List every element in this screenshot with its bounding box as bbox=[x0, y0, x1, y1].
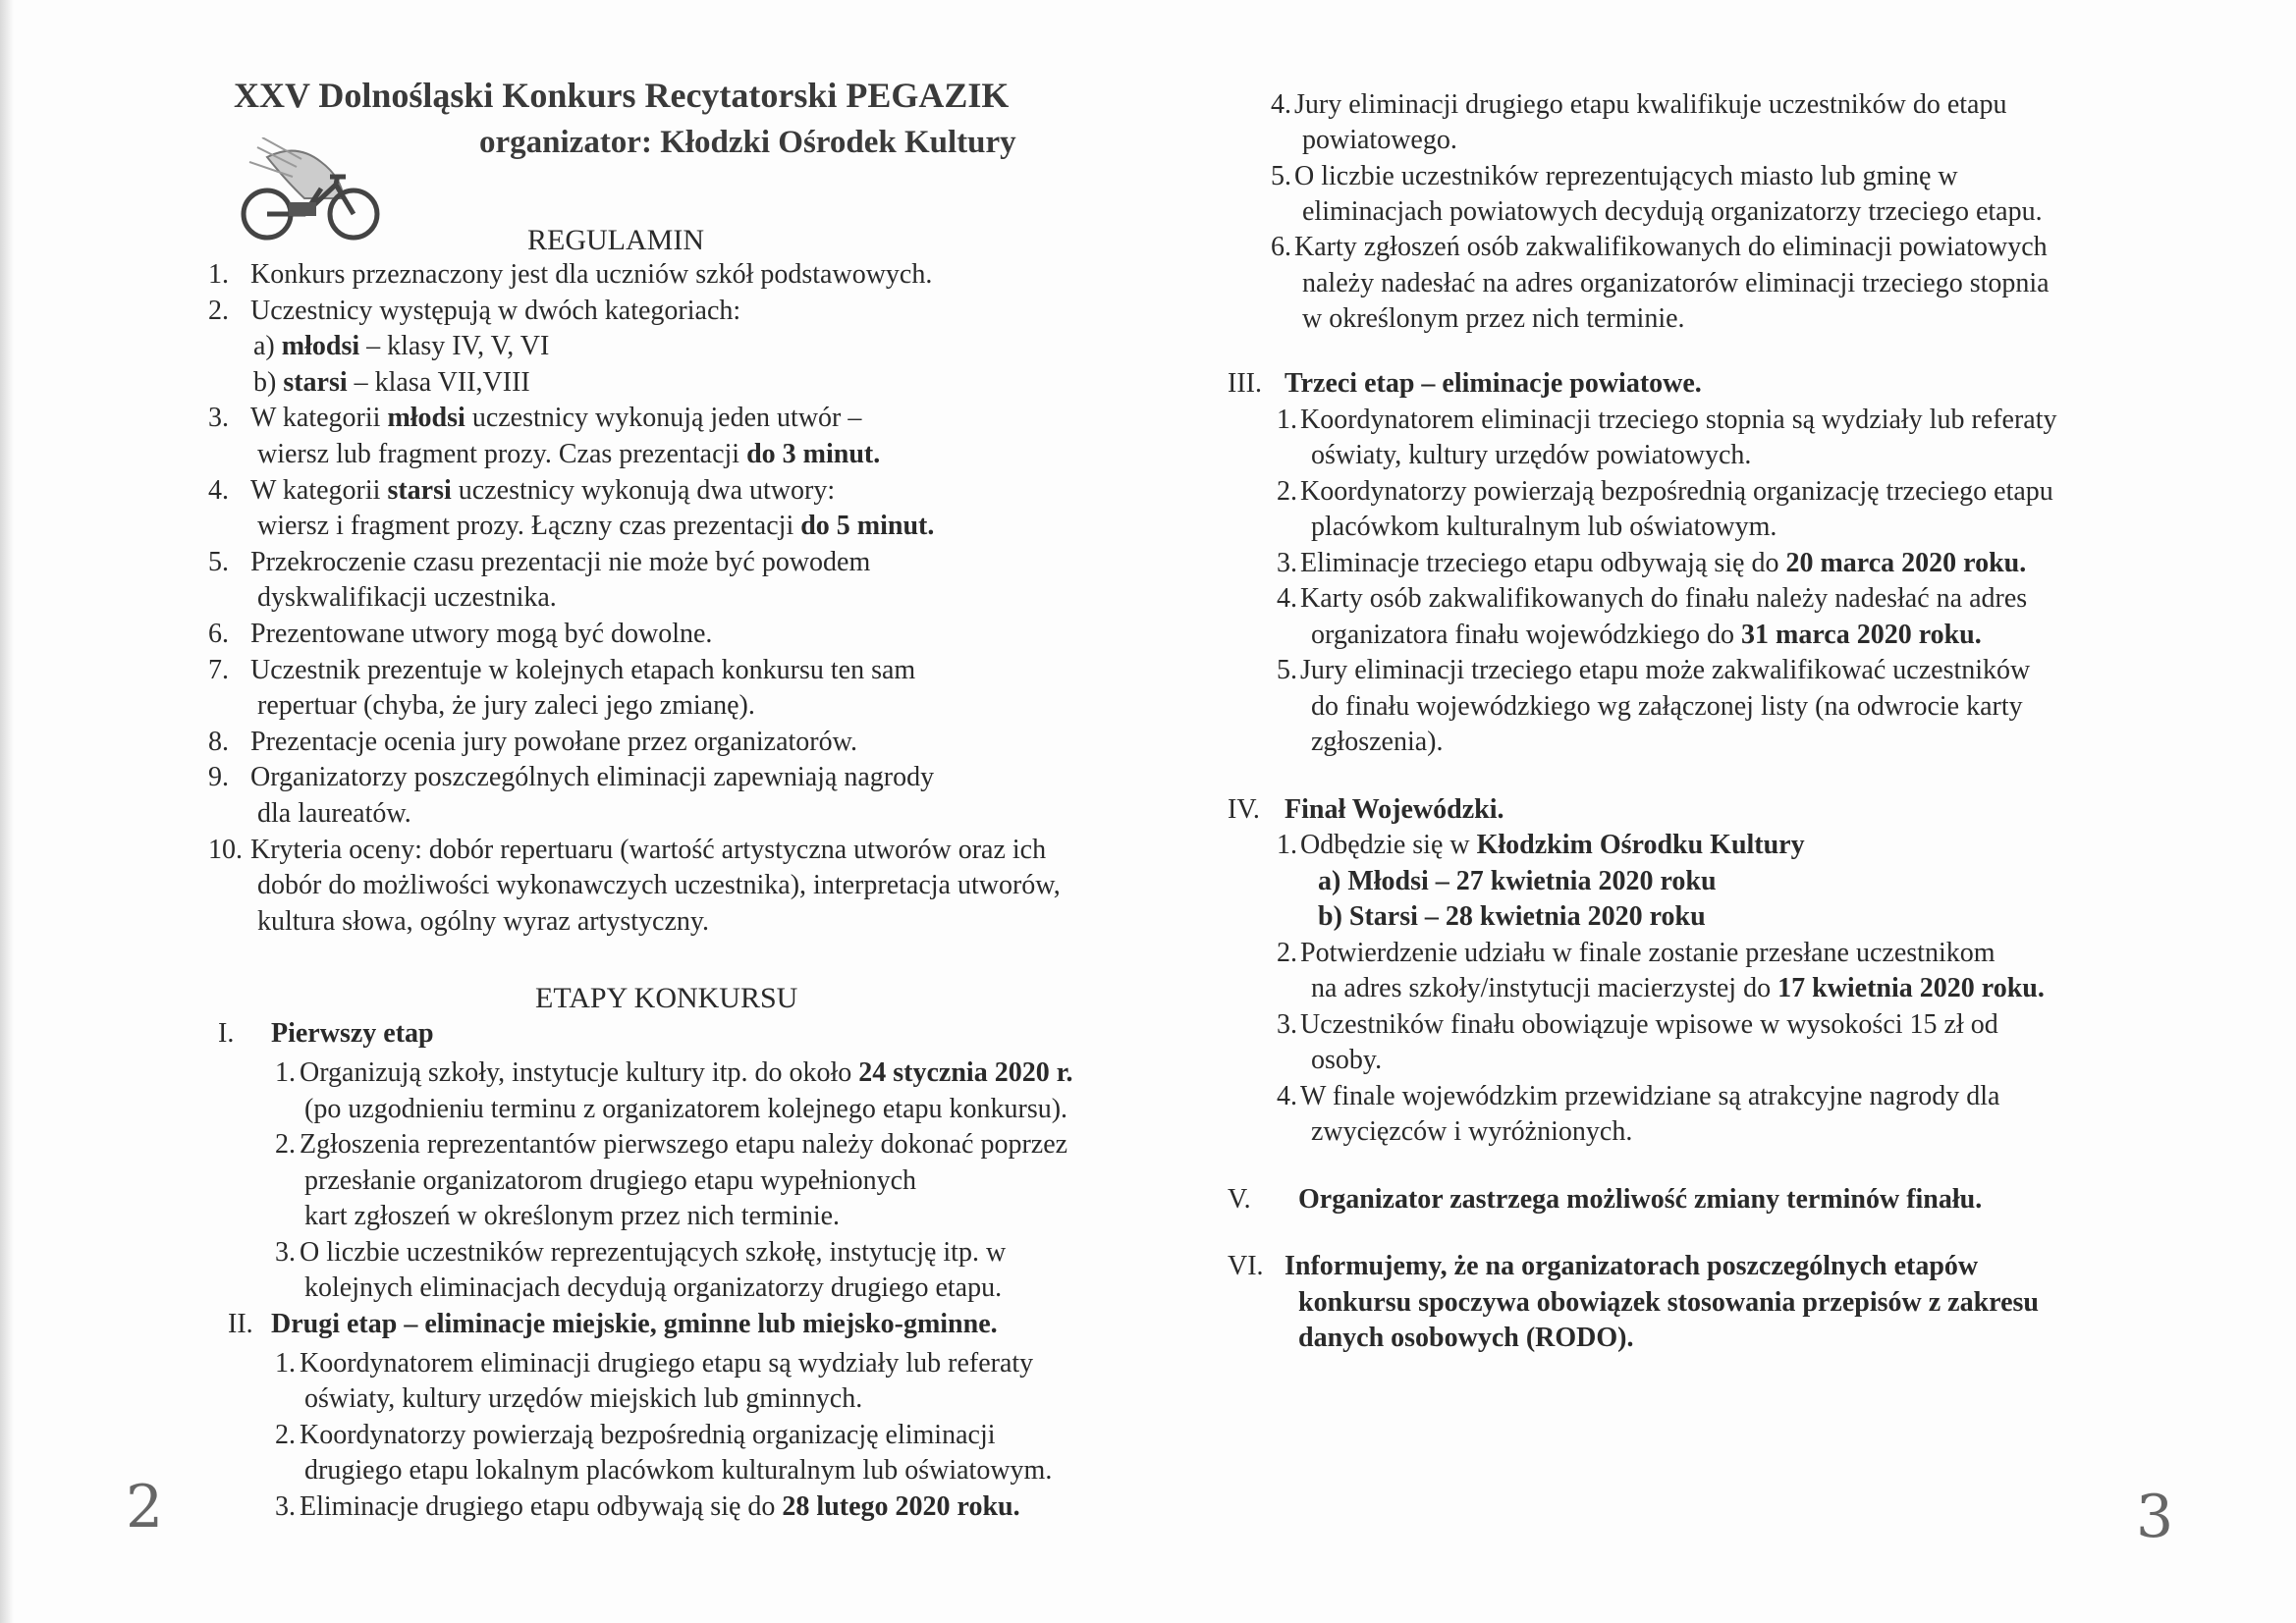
stage-item-line bbox=[1311, 690, 2023, 724]
stage-item-number: 4. bbox=[1277, 583, 1297, 615]
text-span: – klasy IV, V, VI bbox=[359, 331, 550, 362]
stage-item-line bbox=[1311, 619, 1982, 652]
rule-line bbox=[257, 905, 709, 939]
text-span: kolejnych eliminacjach decydują organizatorzy drugiego etapu. bbox=[304, 1272, 1003, 1303]
stage-item-line bbox=[304, 1093, 1067, 1126]
rule-number: 5. bbox=[208, 546, 229, 577]
stage-number: IV. bbox=[1228, 793, 1260, 825]
text-span: O liczbie uczestników reprezentujących szkołę, instytucję itp. w bbox=[300, 1236, 1007, 1268]
text-span: dyskwalifikacji uczestnika. bbox=[257, 582, 557, 614]
rule-line bbox=[250, 726, 857, 759]
stage-item-line bbox=[1311, 726, 1444, 759]
text-span: W kategorii bbox=[250, 403, 388, 434]
stage-item-line bbox=[1300, 1080, 1999, 1113]
stage-item-line bbox=[1318, 865, 1717, 898]
text-span: uczestnicy wykonują dwa utwory: bbox=[451, 474, 836, 506]
text-span: Potwierdzenie udziału w finale zostanie przesłane uczestnikom bbox=[1300, 937, 1995, 968]
stage-item-line bbox=[300, 1056, 1073, 1090]
rule-line bbox=[250, 654, 915, 687]
stage-item-number: 2. bbox=[1277, 475, 1297, 507]
stage-item-line bbox=[304, 1200, 840, 1233]
stage-item-number: 1. bbox=[275, 1347, 296, 1379]
text-span: młodsi bbox=[281, 331, 360, 362]
stage-item-line bbox=[1318, 900, 1706, 934]
text-span: W kategorii bbox=[250, 474, 388, 506]
page-title: XXV Dolnośląski Konkurs Recytatorski PEGAZIK bbox=[234, 76, 1010, 115]
text-span: osoby. bbox=[1311, 1045, 1383, 1076]
stage-item-line bbox=[304, 1164, 916, 1198]
text-span: Uczestników finału obowiązuje wpisowe w wysokości 15 zł od bbox=[1300, 1008, 1998, 1040]
stage-item-number: 3. bbox=[275, 1236, 296, 1268]
rule-line bbox=[253, 366, 530, 400]
text-span: Prezentowane utwory mogą być dowolne. bbox=[250, 619, 713, 649]
text-span: eliminacjach powiatowych decydują organizatorzy trzeciego etapu. bbox=[1302, 195, 2043, 227]
rule-number: 8. bbox=[208, 726, 229, 757]
stage-number: III. bbox=[1228, 368, 1262, 400]
stage-item-number: 4. bbox=[1277, 1080, 1297, 1111]
stage-item-number: 2. bbox=[275, 1129, 296, 1160]
text-span: Organizują szkoły, instytucje kultury itp. do około bbox=[300, 1057, 859, 1088]
stage-item-number: 3. bbox=[275, 1490, 296, 1522]
page-number-right: 3 bbox=[2136, 1483, 2174, 1551]
stage-item-line bbox=[300, 1128, 1067, 1162]
text-span: a) Młodsi – 27 kwietnia 2020 roku bbox=[1318, 865, 1717, 896]
stage-title-cont: danych osobowych (RODO). bbox=[1298, 1323, 1634, 1354]
text-span: Eliminacje drugiego etapu odbywają się do bbox=[300, 1490, 783, 1522]
text-span: do finału wojewódzkiego wg załączonej listy (na odwrocie karty bbox=[1311, 690, 2023, 722]
text-span: kart zgłoszeń w określonym przez nich terminie. bbox=[304, 1201, 841, 1231]
text-span: powiatowego. bbox=[1302, 125, 1457, 156]
stage-item-number: 3. bbox=[1277, 1008, 1297, 1040]
stage-item-line bbox=[1300, 547, 2026, 580]
rule-number: 4. bbox=[208, 474, 229, 506]
stage-item-line bbox=[1300, 937, 1995, 970]
stage-item-line bbox=[1294, 231, 2048, 264]
rule-line bbox=[253, 330, 549, 363]
text-span: 20 marca 2020 roku. bbox=[1785, 547, 2027, 578]
text-span: Koordynatorem eliminacji drugiego etapu są wydziały lub referaty bbox=[300, 1347, 1034, 1379]
stage-item-line bbox=[1300, 475, 2053, 509]
text-span: repertuar (chyba, że jury zaleci jego zmianę). bbox=[257, 690, 755, 722]
text-span: Zgłoszenia reprezentantów pierwszego etapu należy dokonać poprzez bbox=[300, 1129, 1068, 1160]
stage-number: V. bbox=[1228, 1183, 1251, 1215]
stage-item-line bbox=[1294, 88, 2006, 122]
stage-title: Finał Wojewódzki. bbox=[1285, 793, 1504, 825]
scan-edge bbox=[0, 0, 14, 1623]
stage-item-number: 1. bbox=[1277, 830, 1297, 861]
stage-item-line bbox=[304, 1382, 862, 1416]
stage-title: Informujemy, że na organizatorach poszczególnych etapów bbox=[1285, 1251, 1979, 1282]
text-span: wiersz i fragment prozy. Łączny czas prezentacji bbox=[257, 511, 801, 542]
stage-item-line bbox=[300, 1490, 1020, 1524]
text-span: starsi bbox=[387, 474, 452, 506]
text-span: – klasa VII,VIII bbox=[347, 366, 530, 398]
text-span: (po uzgodnieniu terminu z organizatorem kolejnego etapu konkursu). bbox=[304, 1093, 1068, 1124]
rule-number: 3. bbox=[208, 403, 229, 434]
text-span: drugiego etapu lokalnym placówkom kulturalnym lub oświatowym. bbox=[304, 1455, 1053, 1486]
stage-item-line bbox=[1311, 1115, 1632, 1149]
text-span: a) bbox=[253, 331, 282, 362]
stage-item-line bbox=[1302, 124, 1457, 157]
stage-item-number: 3. bbox=[1277, 547, 1297, 578]
stage-item-line bbox=[1300, 1008, 1998, 1042]
text-span: starsi bbox=[283, 366, 348, 398]
regulamin-heading: REGULAMIN bbox=[527, 224, 704, 256]
stage-item-line bbox=[1300, 582, 2027, 616]
text-span: przesłanie organizatorom drugiego etapu wypełnionych bbox=[304, 1164, 917, 1196]
stage-item-line bbox=[300, 1236, 1006, 1270]
rule-line bbox=[257, 510, 934, 543]
text-span: zwycięzców i wyróżnionych. bbox=[1311, 1116, 1633, 1148]
rule-number: 7. bbox=[208, 654, 229, 685]
rule-number: 9. bbox=[208, 762, 229, 793]
stage-item-number: 4. bbox=[1271, 89, 1291, 120]
organizer-line: organizator: Kłodzki Ośrodek Kultury bbox=[479, 125, 1016, 160]
text-span: Eliminacje trzeciego etapu odbywają się do bbox=[1300, 547, 1786, 578]
rule-line bbox=[250, 618, 712, 651]
text-span: na adres szkoły/instytucji macierzystej do bbox=[1311, 973, 1778, 1004]
stage-item-line bbox=[1300, 829, 1805, 862]
stage-item-line bbox=[1294, 160, 1958, 193]
etapy-heading: ETAPY KONKURSU bbox=[535, 982, 798, 1014]
rule-number: 6. bbox=[208, 619, 229, 649]
stage-item-line bbox=[1311, 972, 2045, 1005]
text-span: O liczbie uczestników reprezentujących miasto lub gminę w bbox=[1294, 160, 1958, 191]
text-span: do 5 minut. bbox=[800, 511, 935, 542]
page-number-left: 2 bbox=[126, 1473, 164, 1542]
stage-item-line bbox=[1311, 1044, 1382, 1077]
rule-line bbox=[250, 546, 870, 579]
text-span: Koordynatorzy powierzają bezpośrednią organizację trzeciego etapu bbox=[1300, 475, 2053, 507]
text-span: w określonym przez nich terminie. bbox=[1302, 302, 1685, 334]
text-span: Konkurs przeznaczony jest dla uczniów szkół podstawowych. bbox=[250, 259, 933, 290]
stage-item-line bbox=[304, 1271, 1002, 1305]
rule-line bbox=[257, 438, 880, 471]
text-span: 17 kwietnia 2020 roku. bbox=[1777, 973, 2045, 1004]
text-span: Jury eliminacji drugiego etapu kwalifikuje uczestników do etapu bbox=[1294, 89, 2007, 120]
pegasus-bicycle-icon bbox=[228, 137, 405, 245]
text-span: młodsi bbox=[387, 403, 465, 434]
text-span: W finale wojewódzkim przewidziane są atrakcyjne nagrody dla bbox=[1300, 1080, 2000, 1111]
text-span: oświaty, kultury urzędów miejskich lub gminnych. bbox=[304, 1383, 863, 1414]
stage-item-number: 1. bbox=[275, 1057, 296, 1088]
text-span: Uczestnicy występują w dwóch kategoriach: bbox=[250, 295, 741, 326]
text-span: Karty osób zakwalifikowanych do finału należy nadesłać na adres bbox=[1300, 583, 2028, 615]
stage-item-line bbox=[1302, 195, 2043, 229]
stage-item-line bbox=[304, 1454, 1052, 1488]
stage-item-line bbox=[1311, 511, 1777, 544]
text-span: organizatora finału wojewódzkiego do bbox=[1311, 619, 1742, 650]
text-span: Przekroczenie czasu prezentacji nie może być powodem bbox=[250, 546, 871, 577]
stage-title-cont: konkursu spoczywa obowiązek stosowania przepisów z zakresu bbox=[1298, 1286, 2039, 1318]
stage-item-line bbox=[300, 1419, 996, 1452]
rule-line bbox=[257, 869, 1061, 902]
text-span: Koordynatorem eliminacji trzeciego stopnia są wydziały lub referaty bbox=[1300, 404, 2057, 435]
rule-line bbox=[250, 295, 740, 328]
stage-title: Organizator zastrzega możliwość zmiany terminów finału. bbox=[1298, 1183, 1983, 1215]
text-span: placówkom kulturalnym lub oświatowym. bbox=[1311, 512, 1777, 543]
stage-item-number: 5. bbox=[1277, 655, 1297, 686]
rule-line bbox=[257, 797, 411, 831]
rule-line bbox=[257, 581, 557, 615]
rule-line bbox=[250, 474, 835, 508]
text-span: Kryteria oceny: dobór repertuaru (wartość artystyczna utworów oraz ich bbox=[250, 834, 1047, 865]
stage-item-line bbox=[1300, 404, 2057, 437]
text-span: Organizatorzy poszczególnych eliminacji zapewniają nagrody bbox=[250, 762, 935, 793]
rule-line bbox=[250, 402, 861, 435]
rule-line bbox=[250, 258, 932, 292]
stage-number: I. bbox=[218, 1018, 235, 1049]
text-span: zgłoszenia). bbox=[1311, 727, 1444, 758]
rule-number: 2. bbox=[208, 295, 229, 326]
stage-item-number: 2. bbox=[1277, 937, 1297, 968]
stage-item-line bbox=[1302, 267, 2050, 300]
text-span: Prezentacje ocenia jury powołane przez organizatorów. bbox=[250, 726, 858, 757]
rule-line bbox=[257, 689, 755, 723]
text-span: 31 marca 2020 roku. bbox=[1741, 619, 1982, 650]
rule-number: 1. bbox=[208, 259, 229, 290]
text-span: Kłodzkim Ośrodku Kultury bbox=[1476, 830, 1805, 861]
stage-title: Pierwszy etap bbox=[271, 1018, 434, 1049]
stage-item-number: 6. bbox=[1271, 232, 1291, 263]
text-span: Karty zgłoszeń osób zakwalifikowanych do eliminacji powiatowych bbox=[1294, 232, 2048, 263]
stage-item-number: 1. bbox=[1277, 404, 1297, 435]
text-span: oświaty, kultury urzędów powiatowych. bbox=[1311, 440, 1752, 471]
stage-title: Drugi etap – eliminacje miejskie, gminne lub miejsko-gminne. bbox=[271, 1308, 998, 1339]
text-span: do 3 minut. bbox=[746, 439, 881, 469]
stage-item-line bbox=[1302, 302, 1685, 336]
text-span: dobór do możliwości wykonawczych uczestnika), interpretacja utworów, bbox=[257, 870, 1061, 901]
text-span: b) bbox=[253, 366, 284, 398]
stage-item-number: 2. bbox=[275, 1419, 296, 1450]
text-span: Koordynatorzy powierzają bezpośrednią organizację eliminacji bbox=[300, 1419, 996, 1450]
text-span: Jury eliminacji trzeciego etapu może zakwalifikować uczestników bbox=[1300, 655, 2031, 686]
rule-number: 10. bbox=[208, 834, 243, 865]
stage-item-line bbox=[1311, 439, 1751, 472]
text-span: dla laureatów. bbox=[257, 798, 411, 829]
stage-item-line bbox=[1300, 654, 2030, 687]
text-span: 28 lutego 2020 roku. bbox=[782, 1490, 1020, 1522]
stage-item-number: 5. bbox=[1271, 160, 1291, 191]
text-span: Odbędzie się w bbox=[1300, 830, 1477, 861]
stage-title: Trzeci etap – eliminacje powiatowe. bbox=[1285, 368, 1702, 400]
text-span: 24 stycznia 2020 r. bbox=[858, 1057, 1073, 1088]
text-span: należy nadesłać na adres organizatorów eliminacji trzeciego stopnia bbox=[1302, 267, 2050, 298]
text-span: b) Starsi – 28 kwietnia 2020 roku bbox=[1318, 901, 1706, 933]
rule-line bbox=[250, 761, 934, 794]
text-span: uczestnicy wykonują jeden utwór – bbox=[465, 403, 862, 434]
stage-number: VI. bbox=[1228, 1251, 1264, 1282]
stage-item-line bbox=[300, 1347, 1033, 1380]
text-span: kultura słowa, ogólny wyraz artystyczny. bbox=[257, 905, 710, 937]
rule-line bbox=[250, 834, 1046, 867]
text-span: Uczestnik prezentuje w kolejnych etapach konkursu ten sam bbox=[250, 654, 916, 685]
stage-number: II. bbox=[228, 1308, 253, 1339]
text-span: wiersz lub fragment prozy. Czas prezentacji bbox=[257, 439, 747, 469]
